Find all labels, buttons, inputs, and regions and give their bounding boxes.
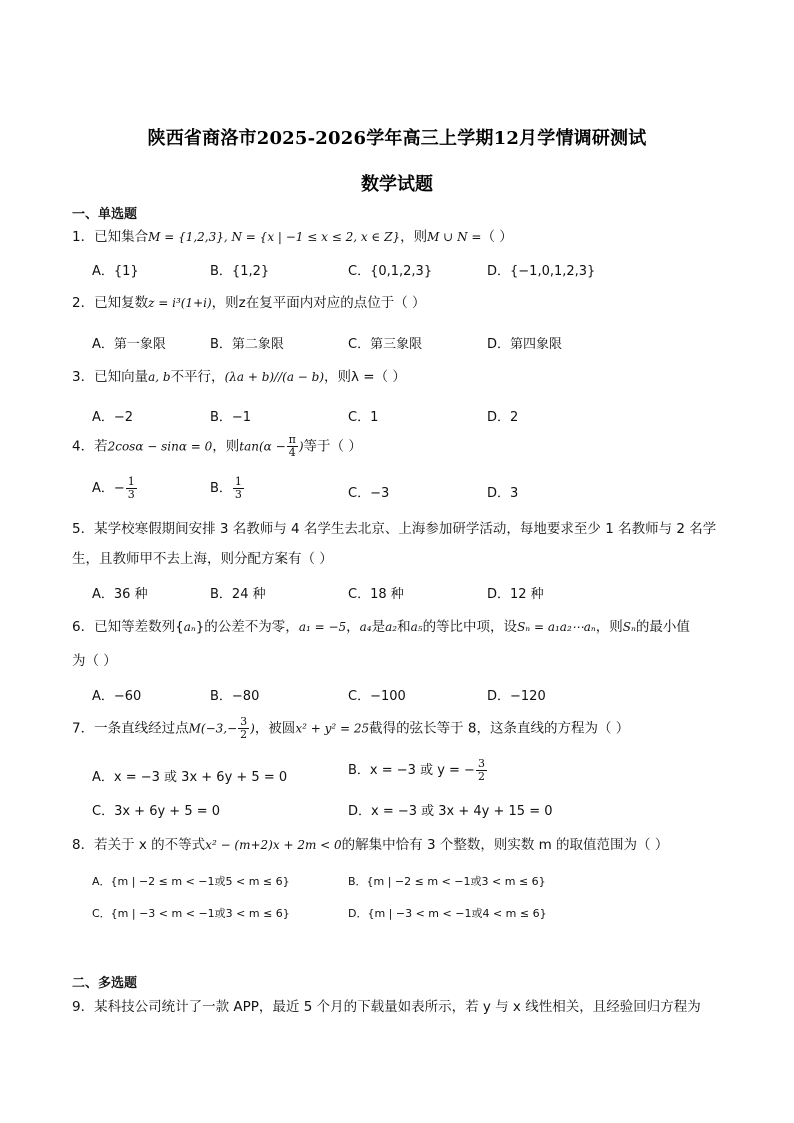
question-3 xyxy=(72,362,722,392)
q2-option-a: A．第一象限 xyxy=(92,337,166,352)
q6-text-and: 和 xyxy=(397,619,411,635)
q3-text: 3．已知向量 xyxy=(72,369,149,385)
q7-fraction xyxy=(238,716,249,741)
q4-option-b-frac xyxy=(233,476,244,501)
q7-point: M(−3,− xyxy=(188,721,238,736)
q7-point-close: ) xyxy=(250,721,255,736)
q4-math-close: ) xyxy=(298,439,304,454)
q7-option-c: C．3x + 6y + 5 = 0 xyxy=(92,804,221,819)
q3-option-b: B．−1 xyxy=(210,410,252,425)
q8-option-a: A．{m | −2 ≤ m < −1或5 < m ≤ 6} xyxy=(92,875,290,888)
section-multi-choice: 二、多选题 xyxy=(72,976,138,991)
q4-option-d: D．3 xyxy=(487,486,519,501)
q3-option-a: A．−2 xyxy=(92,410,134,425)
q6-text-mid: }的公差不为零， xyxy=(195,619,299,635)
question-2 xyxy=(72,288,722,318)
q6-option-a: A．−60 xyxy=(92,689,142,704)
q4-math-tan: tan(α − xyxy=(239,439,286,454)
question-5-cont: 生，且教师甲不去上海，则分配方案有（ ） xyxy=(72,551,333,567)
q2-option-c: C．第三象限 xyxy=(348,337,423,352)
q8-option-b: B．{m | −2 ≤ m < −1或3 < m ≤ 6} xyxy=(348,875,546,888)
q6-option-d: D．−120 xyxy=(487,689,546,704)
q3-option-d: D．2 xyxy=(487,410,519,425)
q5-option-c: C．18 种 xyxy=(348,587,404,602)
q3-text-mid: 不平行， xyxy=(170,369,225,385)
q4-text-mid: ，则 xyxy=(212,438,240,455)
q4-option-b xyxy=(210,476,245,501)
q4-option-a-label: A．− xyxy=(92,481,125,496)
q8-text-post: 的解集中恰有 3 个整数，则实数 m 的取值范围为（ ） xyxy=(341,837,669,853)
question-5: 5．某学校寒假期间安排 3 名教师与 4 名学生去北京、上海参加研学活动，每地要求至少 1 名教师与 2 名学 xyxy=(72,521,717,537)
q4-text: 4．若 xyxy=(72,438,108,455)
q4-b-num: 1 xyxy=(234,475,242,488)
q6-sn2: Sₙ xyxy=(622,620,636,634)
question-7 xyxy=(72,716,629,741)
question-8 xyxy=(72,830,722,860)
q2-text: 2．已知复数 xyxy=(72,295,149,311)
q6-text-end: 的最小值 xyxy=(635,619,690,635)
q4-option-b-label: B． xyxy=(210,481,232,496)
question-6-cont: 为（ ） xyxy=(72,653,117,669)
q7-text-post: 截得的弦长等于 8，这条直线的方程为（ ） xyxy=(369,720,630,737)
q6-an: aₙ xyxy=(183,620,196,634)
q2-math: z = i³(1+i) xyxy=(148,296,212,310)
q8-option-d: D．{m | −3 < m < −1或4 < m ≤ 6} xyxy=(348,907,547,920)
q7-option-d: D．x = −3 或 3x + 4y + 15 = 0 xyxy=(348,804,553,819)
q8-text: 8．若关于 x 的不等式 xyxy=(72,837,206,853)
q1-option-c: C．{0,1,2,3} xyxy=(348,264,433,279)
q5-option-b: B．24 种 xyxy=(210,587,266,602)
question-1 xyxy=(72,222,722,252)
q8-math: x² − (m+2)x + 2m < 0 xyxy=(205,838,342,852)
q6-text-is: 是 xyxy=(371,619,386,635)
q6-text: 6．已知等差数列{ xyxy=(72,619,184,635)
q3-text-post: ，则λ =（ ） xyxy=(324,369,406,385)
question-4 xyxy=(72,434,362,459)
q4-b-den: 3 xyxy=(234,488,242,501)
q4-option-a-frac xyxy=(126,476,137,501)
q6-option-b: B．−80 xyxy=(210,689,260,704)
q6-a5: a₅ xyxy=(410,620,423,634)
q3-math2: (λa + b)//(a − b) xyxy=(224,370,325,384)
q7-option-b xyxy=(348,758,488,783)
q1-math: M = {1,2,3}, N = {x | −1 ≤ x ≤ 2, x ∈ Z} xyxy=(148,230,401,244)
exam-subtitle: 数学试题 xyxy=(361,174,433,195)
q2-text-post: ，则z在复平面内对应的点位于（ ） xyxy=(211,295,426,311)
q1-text-post: （ ） xyxy=(481,229,513,245)
q1-text-mid: ，则 xyxy=(400,229,428,245)
question-9: 9．某科技公司统计了一款 APP，最近 5 个月的下载量如表所示，若 y 与 x 线性相关，且经验回归方程为 xyxy=(72,999,701,1015)
q1-math2: M ∪ N = xyxy=(427,230,482,244)
q5-option-a: A．36 种 xyxy=(92,587,148,602)
q6-comma: ， xyxy=(346,619,360,635)
q7-b-num: 3 xyxy=(477,757,485,770)
q4-option-c: C．−3 xyxy=(348,486,390,501)
q7-text: 7．一条直线经过点 xyxy=(72,720,189,737)
q2-option-b: B．第二象限 xyxy=(210,337,284,352)
q4-fraction xyxy=(287,434,298,459)
section-single-choice: 一、单选题 xyxy=(72,207,138,222)
q6-text-mid4: 的等比中项，设 xyxy=(422,619,518,635)
q3-option-c: C．1 xyxy=(348,410,379,425)
q4-text-post: 等于（ ） xyxy=(303,438,362,455)
q4-frac-denominator: 4 xyxy=(288,446,296,459)
question-6 xyxy=(72,612,722,642)
q7-circle: x² + y² = 25 xyxy=(295,721,370,736)
q4-option-a xyxy=(92,476,138,501)
q1-option-d: D．{−1,0,1,2,3} xyxy=(487,264,596,279)
q4-math: 2cosα − sinα = 0 xyxy=(107,439,213,454)
q7-option-a: A．x = −3 或 3x + 6y + 5 = 0 xyxy=(92,770,288,785)
q6-text-then: ，则 xyxy=(595,619,623,635)
q6-sn: Sₙ = a₁a₂⋯aₙ xyxy=(517,620,596,634)
q6-a2: a₂ xyxy=(385,620,398,634)
q4-frac-numerator: π xyxy=(288,433,296,446)
q7-option-b-label: B．x = −3 或 y = − xyxy=(348,763,475,778)
q7-text-mid: ，被圆 xyxy=(254,720,296,737)
q4-a-den: 3 xyxy=(127,488,135,501)
q8-option-c: C．{m | −3 < m < −1或3 < m ≤ 6} xyxy=(92,907,290,920)
exam-title: 陕西省商洛市2025-2026学年高三上学期12月学情调研测试 xyxy=(147,128,647,149)
q1-text: 1．已知集合 xyxy=(72,229,149,245)
q7-b-den: 2 xyxy=(477,770,485,783)
q7-frac-num: 3 xyxy=(240,715,248,728)
q3-math: a, b xyxy=(148,370,171,384)
q4-a-num: 1 xyxy=(127,475,135,488)
q1-option-a: A．{1} xyxy=(92,264,139,279)
q1-option-b: B．{1,2} xyxy=(210,264,270,279)
q6-option-c: C．−100 xyxy=(348,689,406,704)
q6-a1: a₁ = −5 xyxy=(298,620,347,634)
q6-a4: a₄ xyxy=(359,620,372,634)
q5-option-d: D．12 种 xyxy=(487,587,544,602)
q2-option-d: D．第四象限 xyxy=(487,337,563,352)
q7-frac-den: 2 xyxy=(240,728,248,741)
q7-option-b-frac xyxy=(476,758,487,783)
